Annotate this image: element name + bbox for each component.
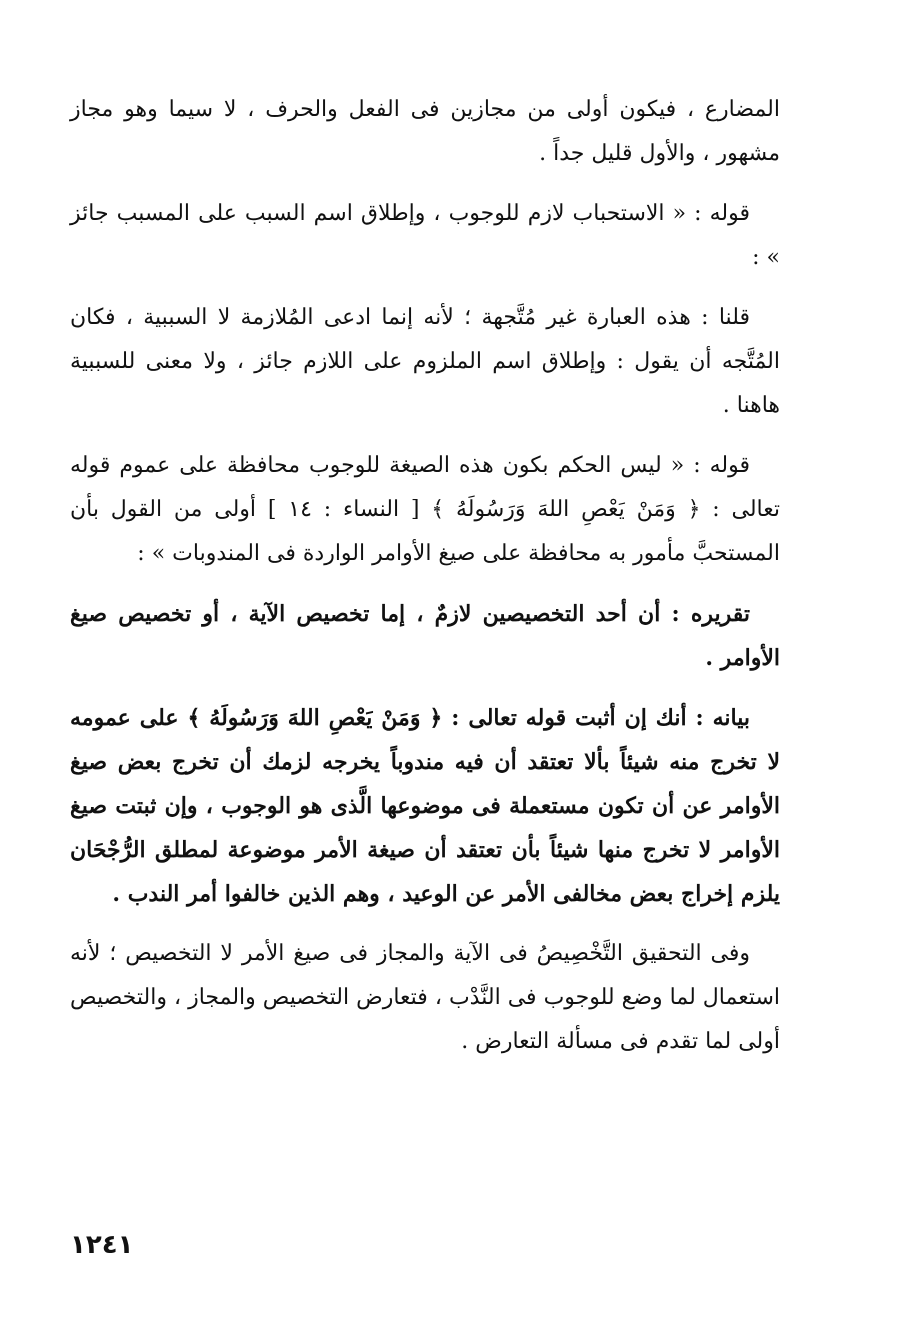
- page-number: ١٢٤١: [70, 1230, 134, 1260]
- paragraph-6: بيانه : أنك إن أثبت قوله تعالى : ﴿ وَمَنْ يَعْصِ اللهَ وَرَسُولَهُ ﴾ على عمومه لا تخرج منه شيئاً بألا تعتقد أن فيه مندوباً يخرجه لزمك أن تخرج بعض صيغ الأوامر عن أن تكون مستعملة فى موضوعها الَّذى هو الوجوب ، وإن ثبتت صيغ الأوامر لا تخرج منها شيئاً بأن تعتقد أن صيغة الأمر موضوعة لمطلق الرُّجْحَان يلزم إخراج بعض مخالفى الأمر عن الوعيد ، وهم الذين خالفوا أمر الندب .: [70, 705, 780, 907]
- paragraph-4: قوله : « ليس الحكم بكون هذه الصيغة للوجوب محافظة على عموم قوله تعالى : ﴿ وَمَنْ يَعْصِ اللهَ وَرَسُولَهُ ﴾ [ النساء : ١٤ ] أولى من القول بأن المستحبَّ مأمور به محافظة على صيغ الأوامر الواردة فى المندوبات » :: [70, 453, 780, 566]
- paragraph-3: قلنا : هذه العبارة غير مُتَّجهة ؛ لأنه إنما ادعى المُلازمة لا السببية ، فكان المُتَّجه أن يقول : وإطلاق اسم الملزوم على اللازم جائز ، ولا معنى للسببية هاهنا .: [70, 305, 780, 418]
- paragraph-2: قوله : « الاستحباب لازم للوجوب ، وإطلاق اسم السبب على المسبب جائز » :: [70, 201, 780, 270]
- paragraph-5: تقريره : أن أحد التخصيصين لازمٌ ، إما تخصيص الآية ، أو تخصيص صيغ الأوامر .: [70, 601, 780, 671]
- page-body: [70, 88, 780, 1080]
- paragraph-1: المضارع ، فيكون أولى من مجازين فى الفعل والحرف ، لا سيما وهو مجاز مشهور ، والأول قليل جداً .: [70, 97, 780, 166]
- paragraph-7: وفى التحقيق التَّخْصِيصُ فى الآية والمجاز فى صيغ الأمر لا التخصيص ؛ لأنه استعمال لما وضع للوجوب فى النَّدْب ، فتعارض التخصيص والمجاز ، والتخصيص أولى لما تقدم فى مسألة التعارض .: [70, 941, 780, 1054]
